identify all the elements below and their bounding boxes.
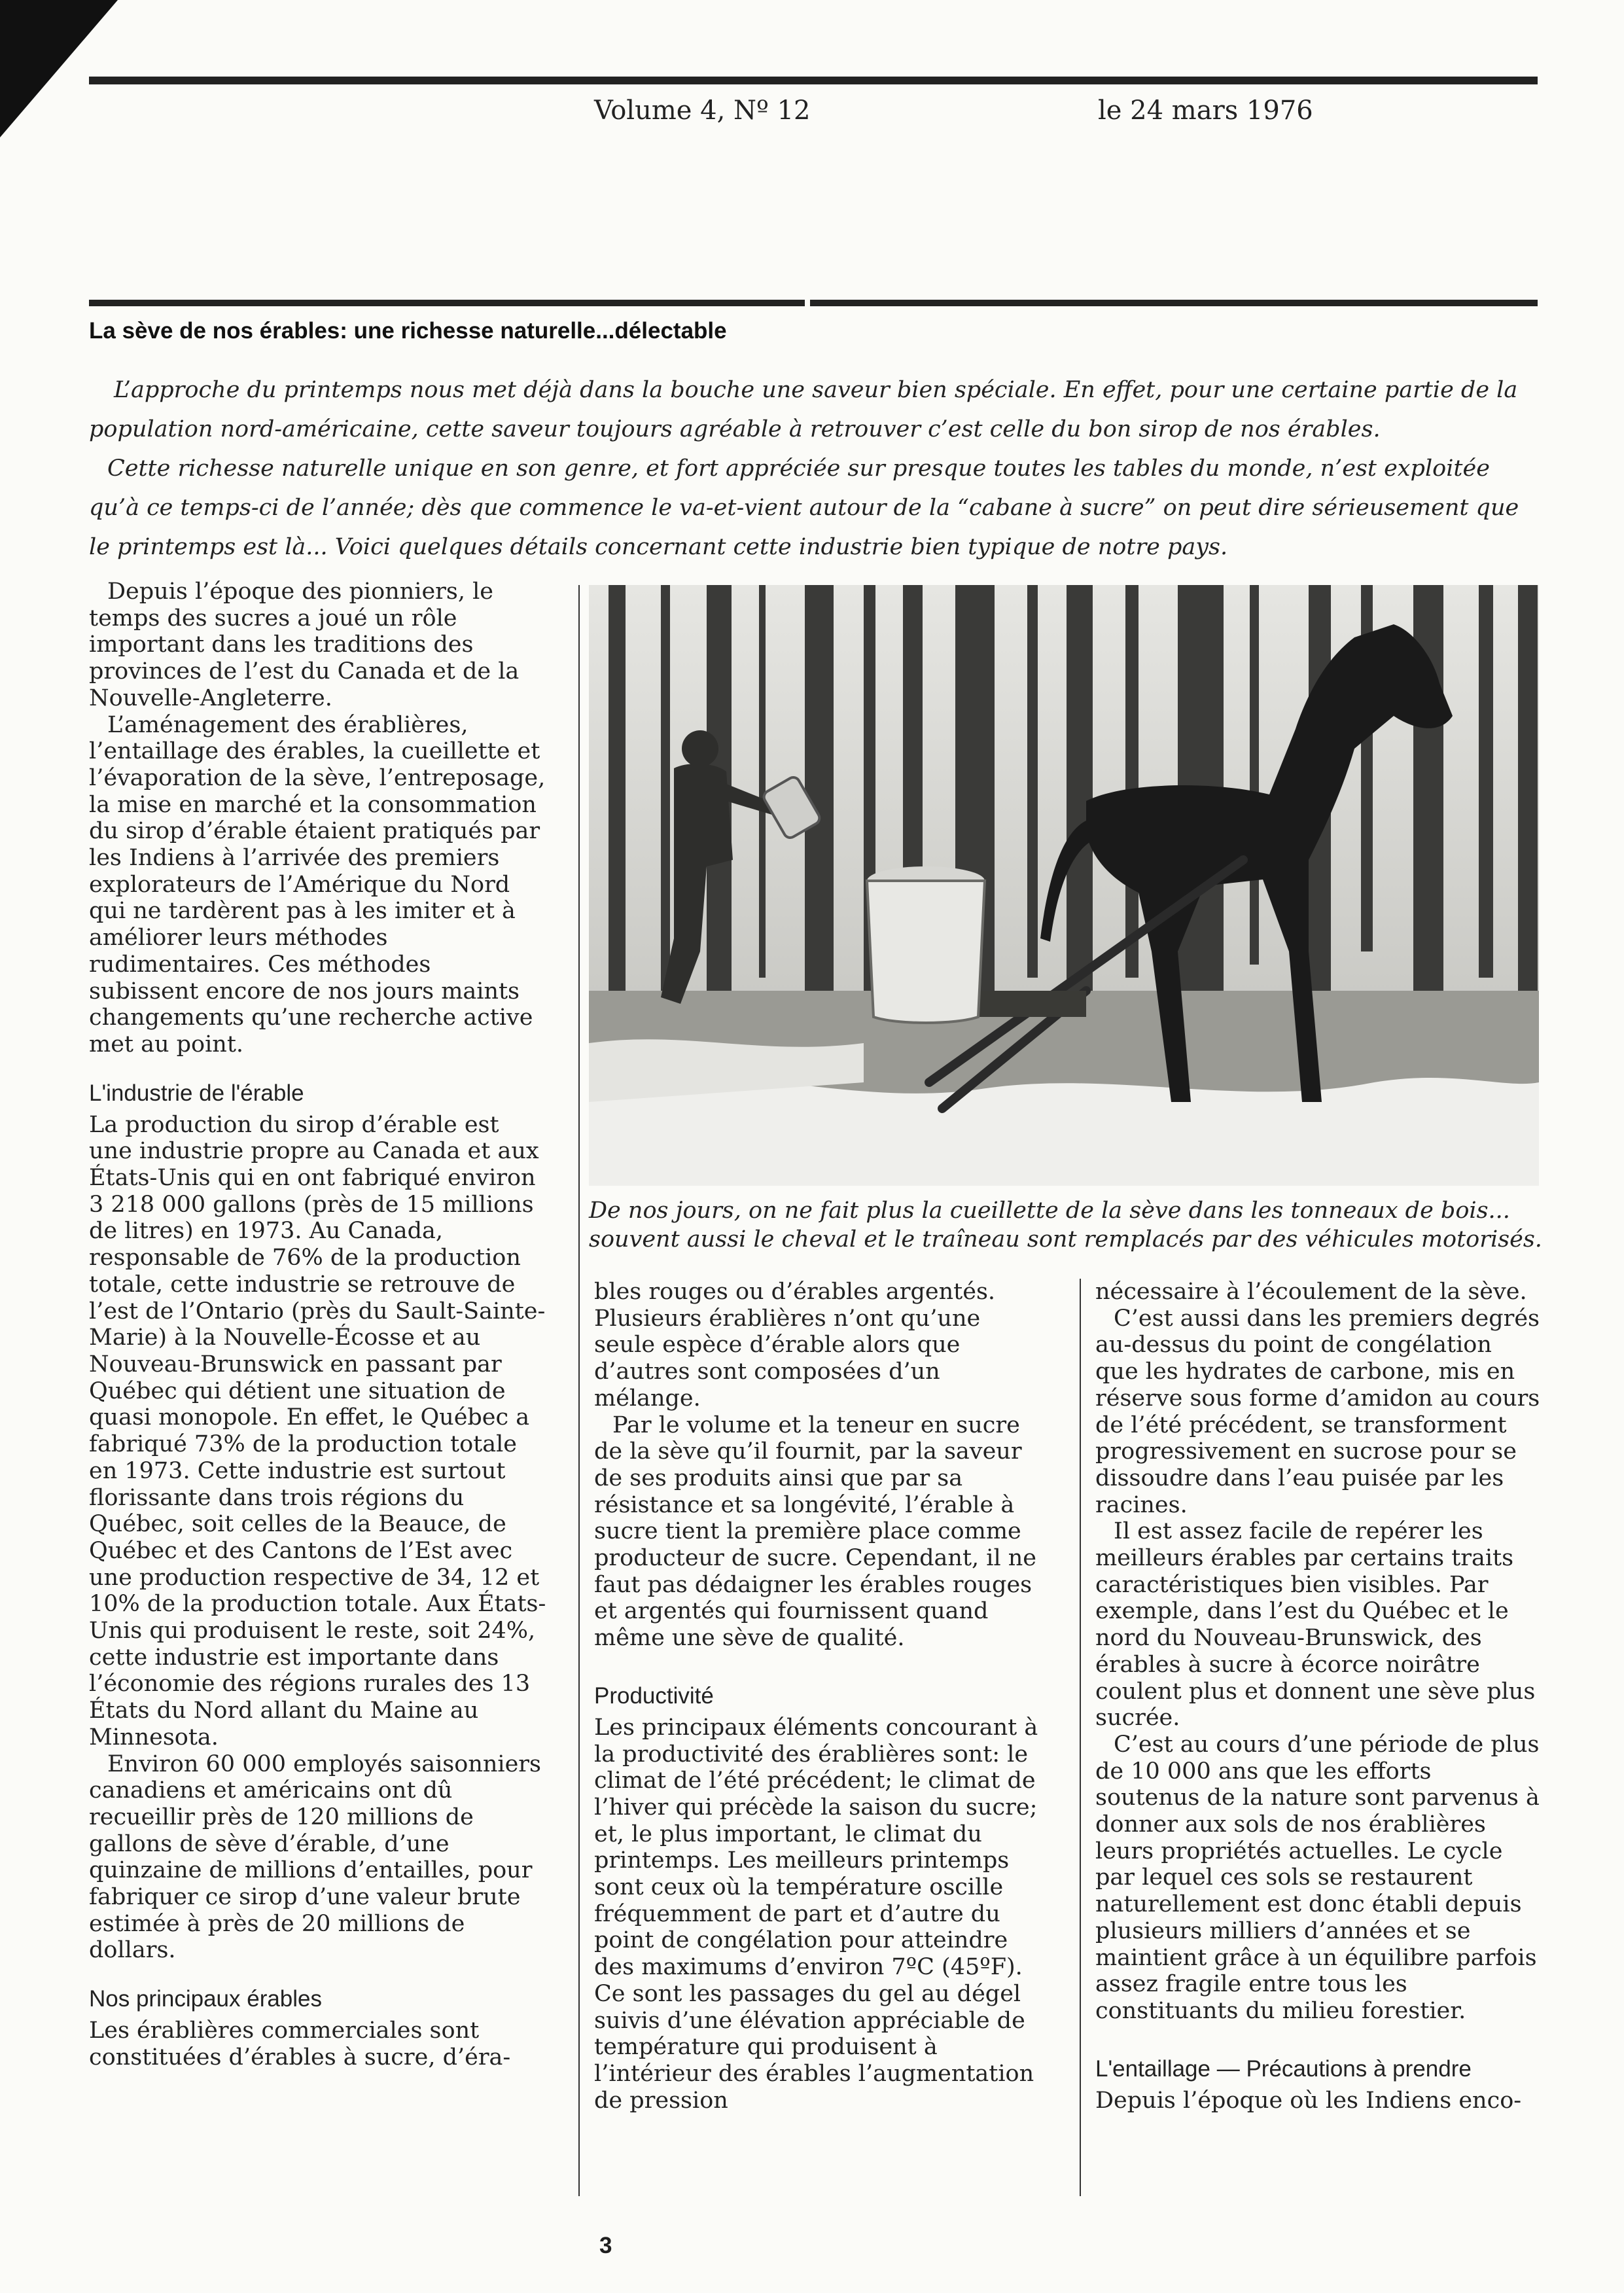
article-intro	[89, 370, 1538, 567]
col1-paragraph-3: La production du sirop d’érable est une industrie propre au Canada et aux États-Unis qui en ont fabriqué environ 3 218 000 gallons (près de 15 millions de litres) en 1973. Au Canada, responsable de 76% de la production totale, cette industrie se retrouve de l’est de l’Ontario (près du Sault-Sainte-Marie) à la Nouvelle-Écosse et au Nouveau-Brunswick en passant par Québec qui détient une situation de quasi monopole. En effet, le Québec a fabriqué 73% de la production totale en 1973. Cette industrie est surtout florissante dans trois régions du Québec, soit celles de la Beauce, de Québec et des Cantons de l’Est avec une production respective de 34, 12 et 10% de la production totale. Aux États-Unis qui produisent le reste, soit 24%, cette industrie est importante dans l’économie des régions rurales des 13 États du Nord allant du Maine au Minnesota.	[89, 1111, 546, 1751]
col1-subheading-industrie: L'industrie de l'érable	[89, 1080, 304, 1106]
col3-paragraph-2: C’est aussi dans les premiers degrés au-dessus du point de congélation que les hydrates de carbone, mis en réserve sous forme d’amidon au cours de l’été précédent, se transforment progressivement en sucrose pour se dissoudre dans l’eau puisée par les racines.	[1095, 1305, 1540, 1518]
col1-paragraph-4: Environ 60 000 employés saisonniers canadiens et américains ont dû recueillir près de 120 millions de gallons de sève d’érable, d’une quinzaine de millions d’entailles, pour fabriquer ce sirop d’une valeur brute estimée à près de 20 millions de dollars.	[89, 1751, 542, 1964]
col3-paragraph-4: C’est au cours d’une période de plus de 10 000 ans que les efforts soutenus de la nature sont parvenus à donner aux sols de nos érablières leurs propriétés actuelles. Le cycle par lequel ces sols se restaurent naturellement est donc établi depuis plusieurs milliers d’années et se maintient grâce à un équilibre parfois assez fragile entre tous les constituants du milieu forestier.	[1095, 1731, 1540, 2024]
col2-paragraph-1: bles rouges ou d’érables argentés. Plusieurs érablières n’ont qu’une seule espèce d’érable alors que d’autres sont composées d’un mélange.	[594, 1279, 996, 1412]
page-number: 3	[599, 2233, 612, 2258]
intro-paragraph-2: Cette richesse naturelle unique en son genre, et fort appréciée sur presque toutes les tables du monde, n’est exploitée qu’à ce temps-ci de l’année; dès que commence le va-et-vient autour de la “cabane à sucre” on peut dire sérieusement que le printemps est là... Voici quelques détails concernant cette industrie bien typique de notre pays.	[89, 455, 1519, 560]
col3-subheading-entaillage: L'entaillage — Précautions à prendre	[1095, 2055, 1472, 2082]
col2-subheading-productivite: Productivité	[594, 1682, 714, 1709]
headline-rule-right	[810, 300, 1538, 306]
column-divider-2	[1080, 1279, 1081, 2196]
col3-paragraph-1: nécessaire à l’écoulement de la sève.	[1095, 1279, 1527, 1305]
column-1	[89, 578, 547, 2071]
intro-paragraph-1: L’approche du printemps nous met déjà dans la bouche une saveur bien spéciale. En effet, pour une certaine partie de la population nord-américaine, cette saveur toujours agréable à retrouver c’est celle du bon sirop de nos érables.	[89, 377, 1518, 442]
horse-sugar-bush-photo	[589, 585, 1539, 1186]
photo-caption: De nos jours, on ne fait plus la cueillette de la sève dans les tonneaux de bois... souvent aussi le cheval et le traîneau sont remplacés par des véhicules motorisés.	[589, 1198, 1542, 1253]
col1-subheading-erables: Nos principaux érables	[89, 1986, 323, 2012]
col1-paragraph-5: Les érablières commerciales sont constituées d’érables à sucre, d’éra-	[89, 2017, 511, 2071]
photo-illustration	[589, 585, 1539, 1186]
col2-paragraph-3: Les principaux éléments concourant à la productivité des érablières sont: le climat de l’été précédent; le climat de l’hiver qui précède la saison du sucre; et, le plus important, le climat du printemps. Les meilleurs printemps sont ceux où la température oscille fréquemment de part et d’autre du point de congélation pour atteindre des maximums d’environ 7ºC (45ºF). Ce sont les passages du gel au dégel suivis d’une élévation appréciable de température qui produisent à l’intérieur des érables l’augmentation de pression	[594, 1714, 1038, 2114]
column-3	[1095, 1279, 1540, 2114]
headline-rule-left	[89, 300, 805, 306]
col3-paragraph-3: Il est assez facile de repérer les meilleurs érables par certains traits caractéristiques bien visibles. Par exemple, dans l’est du Québec et le nord du Nouveau-Brunswick, des érables à sucre à écorce noirâtre coulent plus et donnent une sève plus sucrée.	[1095, 1518, 1536, 1732]
col3-paragraph-5: Depuis l’époque où les Indiens enco-	[1095, 2087, 1522, 2114]
article-headline: La sève de nos érables: une richesse naturelle...délectable	[89, 318, 727, 344]
scan-corner-shadow	[0, 0, 118, 137]
col1-paragraph-1: Depuis l’époque des pionniers, le temps des sucres a joué un rôle important dans les traditions des provinces de l’est du Canada et de la Nouvelle-Angleterre.	[89, 578, 520, 711]
col1-paragraph-2: L’aménagement des érablières, l’entaillage des érables, la cueillette et l’évaporation de la sève, l’entreposage, la mise en marché et la consommation du sirop d’érable étaient pratiqués par les Indiens à l’arrivée des premiers explorateurs de l’Amérique du Nord qui ne tardèrent pas à les imiter et à améliorer leurs méthodes rudimentaires. Ces méthodes subissent encore de nos jours maints changements qu’une recherche active met au point.	[89, 711, 546, 1058]
issue-date: le 24 mars 1976	[1098, 96, 1313, 126]
col2-paragraph-2: Par le volume et la teneur en sucre de la sève qu’il fournit, par la saveur de ses produits ainsi que par sa résistance et sa longévité, l’érable à sucre tient la première place comme producteur de sucre. Cependant, il ne faut pas dédaigner les érables rouges et argentés qui fournissent quand même une sève de qualité.	[594, 1412, 1037, 1652]
top-rule	[89, 77, 1538, 84]
column-divider-1	[578, 585, 580, 2196]
volume-number: Volume 4, Nº 12	[594, 96, 811, 126]
column-2	[594, 1279, 1047, 2114]
